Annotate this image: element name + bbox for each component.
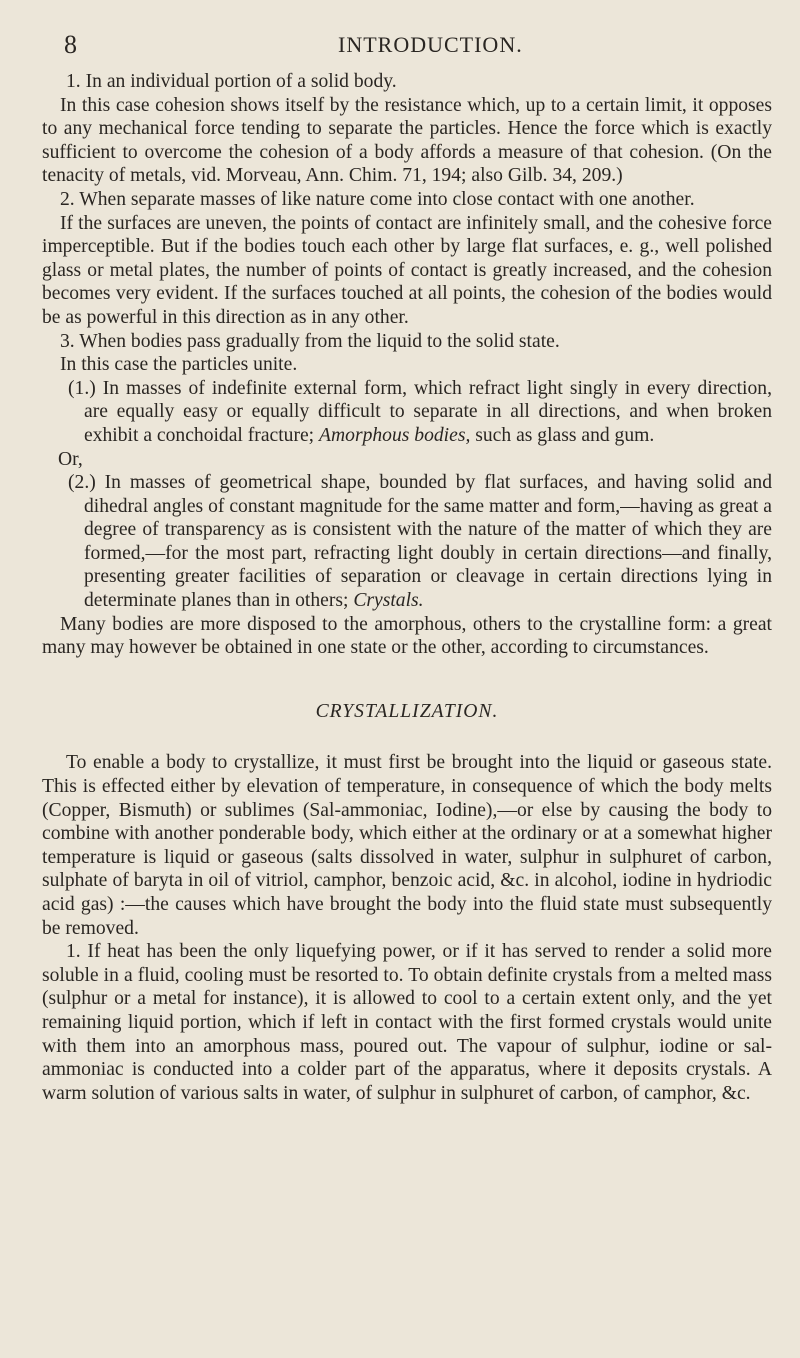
or-word: Or, (58, 448, 83, 470)
item-3-paragraph: In this case the particles unite. (60, 354, 298, 376)
term-amorphous: Amorphous bodies, (319, 424, 471, 446)
subitem-crystals-text: (2.) In masses of geometrical shape, bounded by flat surfaces, and having solid and dihedral angles of constant magnitude for the same matter and form,—having as great a degree of transparency as is consistent with the nature of the matter of which they are formed,—for the most part, refracting light doubly in certain directions—and finally, presenting greater facilities of separation or cleavage in certain directions lying in determinate planes than in others; (68, 472, 772, 612)
subitem-amorphous (42, 377, 772, 448)
body-text (42, 70, 772, 1105)
item-2-heading: 2. When separate masses of like nature come into close contact with one another. (60, 188, 695, 210)
item-1-paragraph: In this case cohesion shows itself by the resistance which, up to a certain limit, it opposes to any mechanical force tending to separate the particles. Hence the force which is exactly sufficient to overcome the cohesion of a body affords a measure of that cohesion. (On the tenacity of metals, vid. Morveau, Ann. Chim. 71, 194; also Gilb. 34, 209.) (42, 94, 772, 187)
term-crystals: Crystals. (353, 590, 424, 612)
page-number: 8 (64, 30, 77, 59)
subitem-amorphous-tail: such as glass and gum. (475, 424, 655, 446)
item-1-heading: 1. In an individual portion of a solid body. (66, 71, 397, 92)
subitem-amorphous-text: (1.) In masses of indefinite external form, which refract light singly in every direction, are equally easy or equally difficult to separate in all directions, and when broken exhibit a conchoidal fracture; (68, 377, 772, 446)
item-3-heading: 3. When bodies pass gradually from the liquid to the solid state. (60, 330, 560, 352)
section-heading: CRYSTALLIZATION. (315, 700, 499, 722)
running-head: INTRODUCTION. (338, 32, 523, 57)
crystallization-paragraph: To enable a body to crystallize, it must first be brought into the liquid or gaseous state. This is effected either by elevation of temperature, in consequence of which the body melts (Copper, Bismuth) or sublimes (Sal-ammoniac, Iodine),—or else by causing the body to combine with another ponderable body, which either at the ordinary or at a somewhat higher temperature is liquid or gaseous (salts dissolved in water, sulphur in sulphuret of carbon, sulphate of baryta in oil of vitriol, camphor, benzoic acid, &c. in alcohol, iodine in hydriodic acid gas) :—the causes which have brought the body into the fluid state must subsequently be removed. (42, 752, 772, 939)
heat-paragraph: 1. If heat has been the only liquefying power, or if it has served to render a solid more soluble in a fluid, cooling must be resorted to. To obtain definite crystals from a melted mass (sulphur or a metal for instance), it is allowed to cool to a certain extent only, and the yet remaining liquid portion, which if left in contact with the first formed crystals would unite with them into an amorphous mass, poured out. The vapour of sulphur, iodine or sal-ammoniac is conducted into a colder part of the apparatus, where it deposits crystals. A warm solution of various salts in water, of sulphur in sulphuret of carbon, of camphor, &c. (42, 941, 772, 1104)
subitem-crystals (42, 471, 772, 613)
page-header (42, 30, 772, 70)
item-2-paragraph: If the surfaces are uneven, the points of contact are infinitely small, and the cohesive force imperceptible. But if the bodies touch each other by large flat surfaces, e. g., well polished glass or metal plates, the number of points of contact is greatly increased, and the cohesion becomes very evident. If the surfaces touched at all points, the cohesion of the bodies would be as powerful in this direction as in any other. (42, 212, 772, 328)
item-4-paragraph: Many bodies are more disposed to the amorphous, others to the crystalline form: a great many may however be obtained in one state or the other, according to circumstances. (42, 613, 772, 659)
